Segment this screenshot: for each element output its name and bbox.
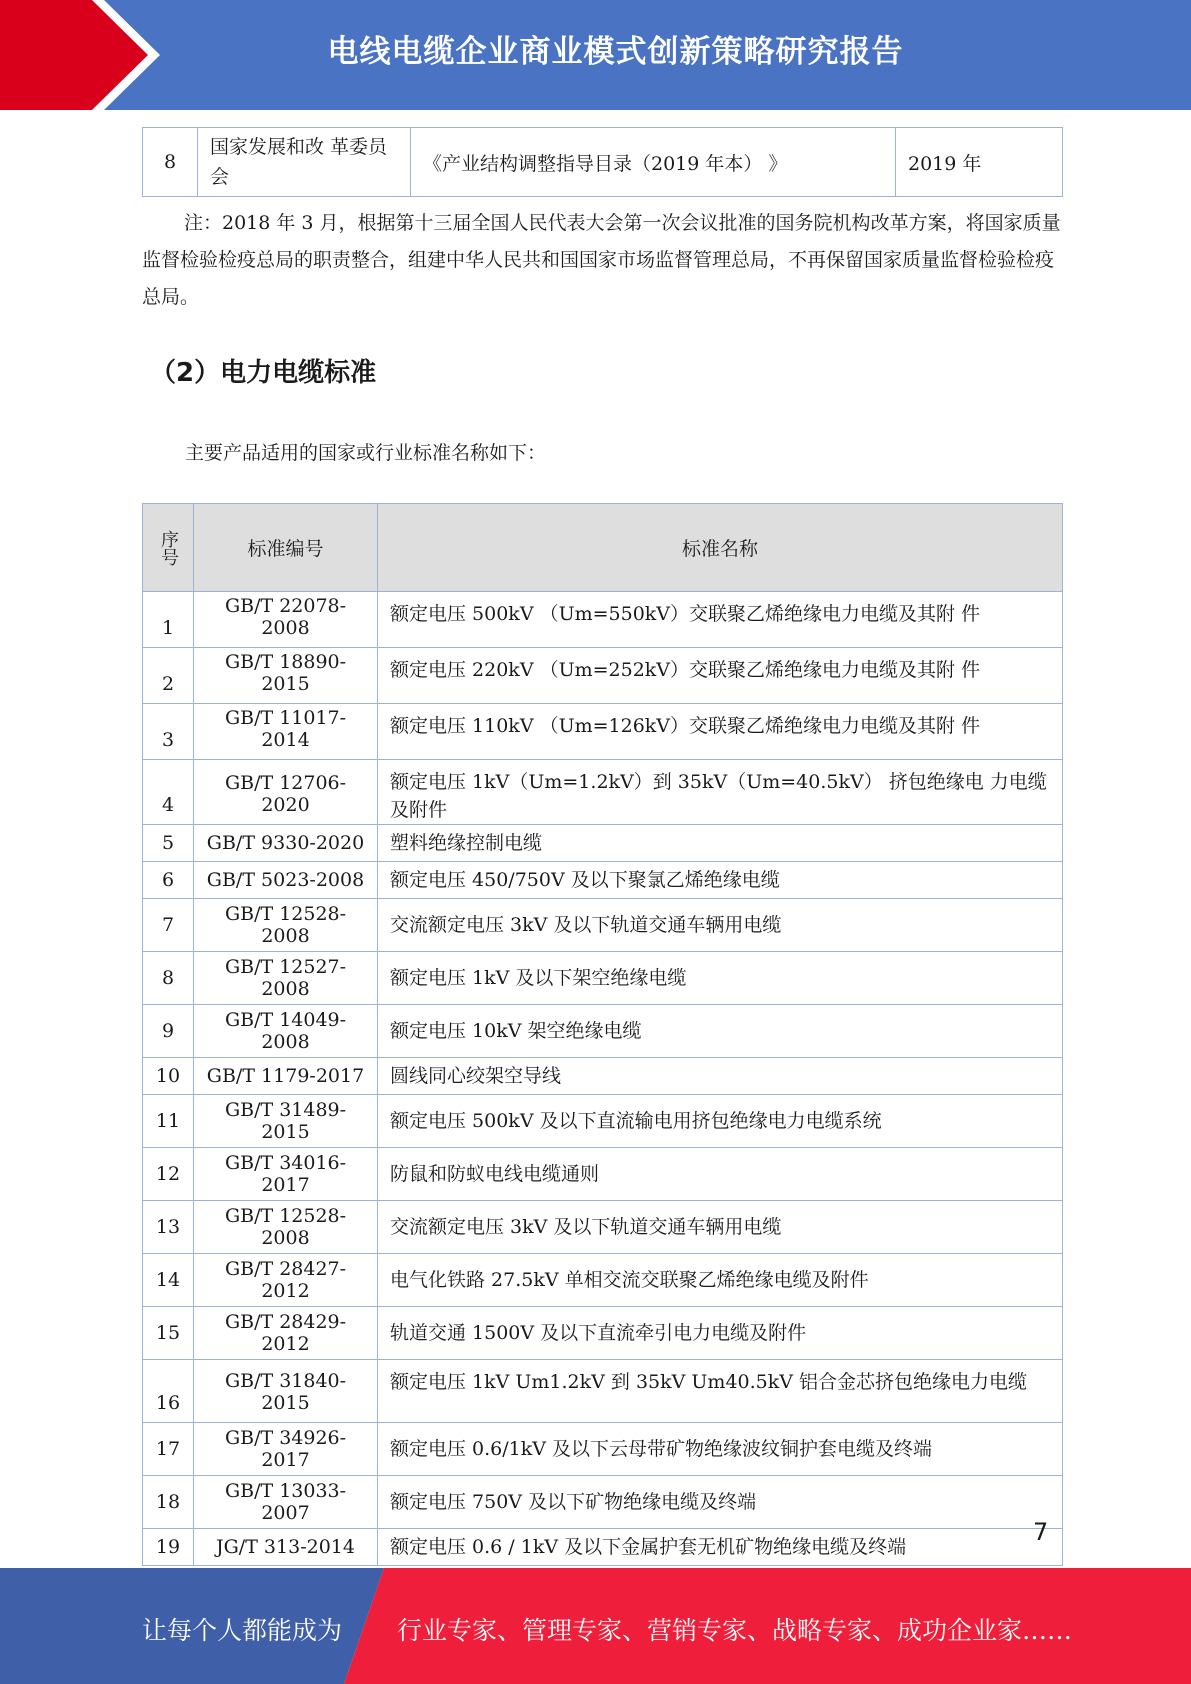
table-row — [143, 1005, 1063, 1058]
standard-code: GB/T 28427-2012 — [194, 1254, 378, 1307]
header-code: 标准编号 — [194, 504, 378, 592]
row-seq: 10 — [143, 1058, 194, 1095]
row-seq: 12 — [143, 1148, 194, 1201]
standard-name: 额定电压 0.6/1kV 及以下云母带矿物绝缘波纹铜护套电缆及终端 — [378, 1423, 1063, 1476]
standard-code: GB/T 28429-2012 — [194, 1307, 378, 1360]
standard-name: 额定电压 10kV 架空绝缘电缆 — [378, 1005, 1063, 1058]
standard-code: GB/T 12528-2008 — [194, 899, 378, 952]
row-seq: 1 — [143, 592, 194, 648]
standard-code: GB/T 11017-2014 — [194, 704, 378, 760]
document-name: 《产业结构调整指导目录（2019 年本） 》 — [411, 128, 896, 197]
standard-code: GB/T 34926-2017 — [194, 1423, 378, 1476]
page-footer — [0, 1568, 1191, 1684]
row-seq: 18 — [143, 1476, 194, 1529]
row-seq: 9 — [143, 1005, 194, 1058]
standard-code: GB/T 34016-2017 — [194, 1148, 378, 1201]
row-seq: 2 — [143, 648, 194, 704]
row-seq: 3 — [143, 704, 194, 760]
table-row — [143, 648, 1063, 704]
report-title: 电线电缆企业商业模式创新策略研究报告 — [327, 34, 904, 70]
table-row — [143, 1254, 1063, 1307]
standard-name: 额定电压 0.6 / 1kV 及以下金属护套无机矿物绝缘电缆及终端 — [378, 1529, 1063, 1566]
header-name: 标准名称 — [378, 504, 1063, 592]
table-row — [143, 1201, 1063, 1254]
table-row — [143, 1058, 1063, 1095]
table-row — [143, 704, 1063, 760]
standard-code: GB/T 12527-2008 — [194, 952, 378, 1005]
page-header — [0, 0, 1191, 110]
standard-code: GB/T 22078-2008 — [194, 592, 378, 648]
table-row — [143, 952, 1063, 1005]
standard-code: GB/T 1179-2017 — [194, 1058, 378, 1095]
standard-name: 额定电压 750V 及以下矿物绝缘电缆及终端 — [378, 1476, 1063, 1529]
standard-code: GB/T 18890-2015 — [194, 648, 378, 704]
row-seq: 15 — [143, 1307, 194, 1360]
standard-code: GB/T 13033-2007 — [194, 1476, 378, 1529]
standard-code: GB/T 31489-2015 — [194, 1095, 378, 1148]
page-number: 7 — [1033, 1518, 1049, 1546]
table-row — [143, 1307, 1063, 1360]
standard-name: 塑料绝缘控制电缆 — [378, 825, 1063, 862]
row-seq: 4 — [143, 760, 194, 825]
intro-text: 主要产品适用的国家或行业标准名称如下： — [185, 442, 547, 464]
standard-code: GB/T 9330-2020 — [194, 825, 378, 862]
standard-name: 圆线同心绞架空导线 — [378, 1058, 1063, 1095]
table-row — [143, 1529, 1063, 1566]
standard-code: GB/T 12706-2020 — [194, 760, 378, 825]
standard-name: 额定电压 1kV（Um=1.2kV）到 35kV（Um=40.5kV） 挤包绝缘电 力电缆及附件 — [378, 760, 1063, 825]
standard-name: 额定电压 500kV （Um=550kV）交联聚乙烯绝缘电力电缆及其附 件 — [378, 592, 1063, 648]
standard-code: GB/T 31840-2015 — [194, 1360, 378, 1423]
issuing-org: 国家发展和改 革委员会 — [198, 128, 411, 197]
table-header-row — [143, 504, 1063, 592]
standard-code: GB/T 14049-2008 — [194, 1005, 378, 1058]
standard-code: JG/T 313-2014 — [194, 1529, 378, 1566]
footer-slogan-left: 让每个人都能成为 — [142, 1616, 343, 1645]
standard-name: 额定电压 500kV 及以下直流输电用挤包绝缘电力电缆系统 — [378, 1095, 1063, 1148]
standard-code: GB/T 12528-2008 — [194, 1201, 378, 1254]
table-row — [143, 899, 1063, 952]
standard-name: 轨道交通 1500V 及以下直流牵引电力电缆及附件 — [378, 1307, 1063, 1360]
row-seq: 6 — [143, 862, 194, 899]
footer-slogan-right: 行业专家、管理专家、营销专家、战略专家、成功企业家…… — [397, 1616, 1073, 1645]
standard-name: 额定电压 220kV （Um=252kV）交联聚乙烯绝缘电力电缆及其附 件 — [378, 648, 1063, 704]
section-title: （2）电力电缆标准 — [150, 358, 377, 388]
standard-code: GB/T 5023-2008 — [194, 862, 378, 899]
row-seq: 8 — [143, 952, 194, 1005]
table-row — [143, 592, 1063, 648]
table-row — [143, 760, 1063, 825]
standard-name: 交流额定电压 3kV 及以下轨道交通车辆用电缆 — [378, 899, 1063, 952]
standard-name: 额定电压 450/750V 及以下聚氯乙烯绝缘电缆 — [378, 862, 1063, 899]
standard-name: 交流额定电压 3kV 及以下轨道交通车辆用电缆 — [378, 1201, 1063, 1254]
note-paragraph: 注：2018 年 3 月，根据第十三届全国人民代表大会第一次会议批准的国务院机构改革方案，将国家质量监督检验检疫总局的职责整合，组建中华人民共和国国家市场监督管理总局，不再保留国家质量监督检验检疫总局。 — [142, 212, 1061, 308]
row-seq: 7 — [143, 899, 194, 952]
header-seq: 序号 — [143, 504, 194, 592]
standard-name: 额定电压 1kV Um1.2kV 到 35kV Um40.5kV 铝合金芯挤包绝缘电力电缆 — [378, 1360, 1063, 1423]
row-seq: 11 — [143, 1095, 194, 1148]
row-seq: 13 — [143, 1201, 194, 1254]
table-row — [143, 128, 1063, 197]
row-seq: 16 — [143, 1360, 194, 1423]
standard-name: 额定电压 110kV （Um=126kV）交联聚乙烯绝缘电力电缆及其附 件 — [378, 704, 1063, 760]
table-row — [143, 862, 1063, 899]
table-row — [143, 1148, 1063, 1201]
row-number: 8 — [143, 128, 198, 197]
table-row — [143, 1360, 1063, 1423]
table-row — [143, 1476, 1063, 1529]
standard-name: 电气化铁路 27.5kV 单相交流交联聚乙烯绝缘电缆及附件 — [378, 1254, 1063, 1307]
document-year: 2019 年 — [896, 128, 1063, 197]
table-row — [143, 825, 1063, 862]
table-row — [143, 1095, 1063, 1148]
standards-table — [142, 503, 1063, 1566]
row-seq: 17 — [143, 1423, 194, 1476]
standard-name: 防鼠和防蚁电线电缆通则 — [378, 1148, 1063, 1201]
regulation-table-continued — [142, 127, 1063, 197]
table-row — [143, 1423, 1063, 1476]
standard-name: 额定电压 1kV 及以下架空绝缘电缆 — [378, 952, 1063, 1005]
row-seq: 19 — [143, 1529, 194, 1566]
row-seq: 14 — [143, 1254, 194, 1307]
row-seq: 5 — [143, 825, 194, 862]
